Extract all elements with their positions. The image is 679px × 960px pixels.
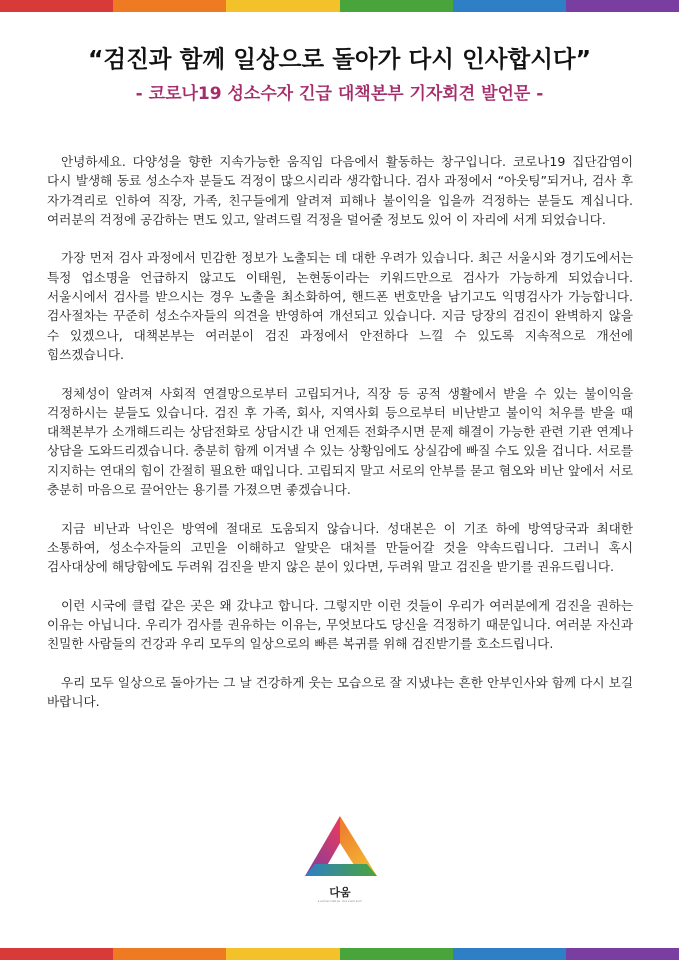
rainbow-segment <box>453 948 566 960</box>
rainbow-segment <box>566 0 679 12</box>
logo-tagline: sustainable movement <box>317 899 363 903</box>
paragraph-2: 가장 먼저 검사 과정에서 민감한 정보가 노출되는 데 대한 우려가 있습니다. 최근 서울시와 경기도에서는 특정 업소명을 언급하지 않고도 이태원, 논현동이라는 키워드만으로 검사가 가능하게 되었습니다. 서울시에서 검사를 받으시는 경우 노출을 최소화하여, 핸드폰 번호만을 남기고도 익명검사가 가능합니다. 검사절차는 꾸준히 성소수자들의 의견을 반영하여 개선되고 있습니다. 지금 당장의 검진이 완벽하지 않을 수 있겠으나, 대책본부는 여러분이 검진 과정에서 안전하다 느낄 수 있도록 지속적으로 개선에 힘쓰겠습니다. <box>47 250 633 362</box>
rainbow-segment <box>340 948 453 960</box>
rainbow-segment <box>113 948 226 960</box>
rainbow-segment <box>0 948 113 960</box>
rainbow-segment <box>453 0 566 12</box>
rainbow-segment <box>566 948 679 960</box>
logo-name: 다움 <box>329 886 351 899</box>
rainbow-segment <box>0 0 113 12</box>
document-title: “검진과 함께 일상으로 돌아가 다시 인사합시다” <box>87 45 592 73</box>
rainbow-segment <box>340 0 453 12</box>
rainbow-segment <box>113 0 226 12</box>
top-rainbow-bar <box>0 0 679 12</box>
paragraph-6: 우리 모두 일상으로 돌아가는 그 날 건강하게 웃는 모습으로 잘 지냈냐는 흔한 안부인사와 함께 다시 보길 바랍니다. <box>47 675 633 710</box>
rainbow-segment <box>226 948 339 960</box>
paragraph-1: 안녕하세요. 다양성을 향한 지속가능한 움직임 다음에서 활동하는 창구입니다. 코로나19 집단감염이 다시 발생해 동료 성소수자 분들도 걱정이 많으시리라 생각합니다. 검사 과정에서 “아웃팅”되거나, 검사 후 자가격리로 인하여 직장, 가족, 친구들에게 알려져 피해나 불이익을 입을까 걱정하는 분들도 계십니다. 여러분의 걱정에 공감하는 면도 있고, 알려드릴 걱정을 덜어줄 정보도 있어 이 자리에 서게 되었습니다. <box>47 154 633 227</box>
paragraph-4: 지금 비난과 낙인은 방역에 절대로 도움되지 않습니다. 성대본은 이 기조 하에 방역당국과 최대한 소통하여, 성소수자들의 고민을 이해하고 알맞은 대처를 만들어갈 것을 약속드립니다. 그러니 혹시 검사대상에 해당함에도 두려워 검진을 받지 않은 분이 있다면, 두려워 말고 검진을 받기를 권유드립니다. <box>47 520 633 575</box>
statement-body <box>47 152 633 731</box>
rainbow-segment <box>226 0 339 12</box>
paragraph-3: 정체성이 알려져 사회적 연결망으로부터 고립되거나, 직장 등 공적 생활에서 받을 수 있는 불이익을 걱정하시는 분들도 있습니다. 검진 후 가족, 회사, 지역사회 등으로부터 비난받고 불이익 처우를 받을 때 대책본부가 소개해드리는 상담전화로 상담시간 내 언제든 전화주시면 문제 해결이 가능한 관련 기관 연계나 상담을 도와드리겠습니다. 충분히 함께 이겨낼 수 있는 상황임에도 상실감에 빠질 수도 있을 겁니다. 서로를 지지하는 연대의 힘이 간절히 필요한 때입니다. 고립되지 말고 서로의 안부를 묻고 혐오와 비난 앞에서 서로 충분히 마음으로 끌어안는 용기를 가졌으면 좋겠습니다. <box>47 385 633 498</box>
document-subtitle: - 코로나19 성소수자 긴급 대책본부 기자회견 발언문 - <box>135 84 544 104</box>
bottom-rainbow-bar <box>0 948 679 960</box>
paragraph-5: 이런 시국에 클럽 같은 곳은 왜 갔냐고 합니다. 그렇지만 이런 것들이 우리가 여러분에게 검진을 권하는 이유는 아닙니다. 우리가 검사를 권유하는 이유는, 무엇보다도 당신을 걱정하기 때문입니다. 여러분 자신과 친밀한 사람들의 건강과 우리 모두의 일상으로의 빠른 복귀를 위해 검진받기를 호소드립니다. <box>47 597 633 652</box>
